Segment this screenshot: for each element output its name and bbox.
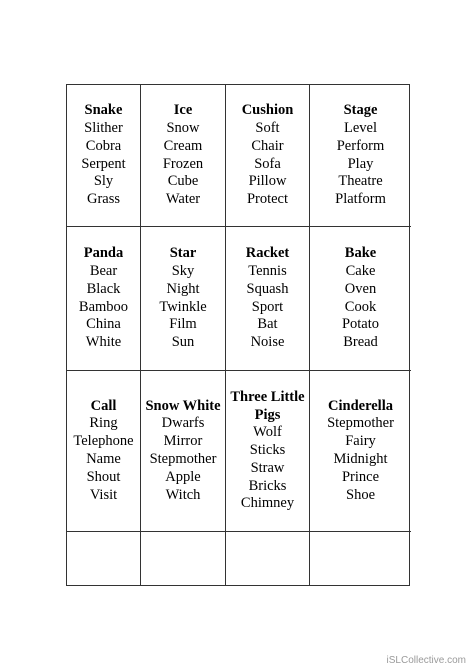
card-word: Bear [89, 262, 118, 279]
card-title: Cushion [241, 102, 294, 119]
card-word: Oven [344, 280, 377, 297]
card-title: Snow White [145, 397, 221, 414]
card-word: Twinkle [159, 298, 207, 315]
card-word: Straw [250, 459, 285, 476]
card-word: Sky [171, 262, 195, 279]
card-word: Mirror [163, 433, 203, 450]
card-word: Name [86, 451, 121, 467]
card-title: Star [169, 245, 197, 262]
card-word: Apple [165, 468, 201, 485]
card-word: Bricks [248, 477, 287, 494]
card-word: White [85, 334, 122, 351]
card-word: Serpent [81, 155, 126, 172]
card-word: Platform [335, 191, 386, 208]
taboo-card-grid [66, 84, 410, 586]
card-title: Panda [83, 245, 124, 262]
card-stage [310, 85, 411, 227]
card-word: Midnight [333, 451, 388, 467]
card-word: Sofa [254, 155, 281, 172]
card-word: Level [343, 119, 377, 136]
card-word: Slither [84, 119, 123, 136]
empty-card [67, 532, 141, 585]
card-word: Cream [163, 137, 203, 154]
card-word: Witch [165, 486, 201, 503]
card-title: Call [90, 397, 117, 414]
card-word: Night [166, 280, 200, 297]
card-title: Cinderella [328, 397, 393, 414]
empty-card [141, 532, 226, 585]
card-word: Theatre [338, 173, 383, 190]
card-word: Shout [86, 468, 121, 485]
card-word: Water [165, 191, 201, 208]
card-word: Frozen [162, 155, 204, 172]
card-word: Bat [257, 316, 278, 333]
card-word: Grass [86, 191, 121, 208]
card-word: Perform [336, 137, 385, 154]
card-star [141, 227, 226, 371]
card-racket [226, 227, 310, 371]
card-word: Cobra [85, 137, 122, 154]
card-word: Cube [167, 173, 199, 190]
card-word: Tennis [248, 262, 287, 279]
card-word: Dwarfs [161, 415, 205, 432]
card-word: Visit [89, 486, 118, 503]
card-word: Ring [89, 415, 118, 432]
card-word: Bread [343, 334, 378, 351]
card-word: Film [169, 316, 197, 333]
card-title: Three Little Pigs [230, 388, 305, 423]
card-word: Chair [251, 137, 284, 154]
card-call [67, 371, 141, 532]
card-word: Sun [171, 334, 195, 351]
card-word: Sticks [249, 442, 286, 459]
card-word: Sport [251, 298, 284, 315]
card-word: Protect [246, 191, 289, 208]
empty-card [226, 532, 310, 585]
card-word: Snow [166, 119, 200, 136]
empty-card [310, 532, 411, 585]
card-bake [310, 227, 411, 371]
card-word: Play [347, 155, 374, 172]
card-title: Snake [84, 102, 123, 119]
card-word: Bamboo [78, 298, 129, 315]
card-title: Stage [343, 102, 378, 119]
card-word: China [86, 316, 121, 333]
card-ice [141, 85, 226, 227]
card-three-little-pigs [226, 371, 310, 532]
card-word: Noise [250, 334, 285, 351]
card-word: Telephone [73, 433, 134, 450]
card-snow-white [141, 371, 226, 532]
card-word: Fairy [345, 433, 376, 450]
card-cinderella [310, 371, 411, 532]
site-watermark: iSLCollective.com [386, 655, 466, 666]
card-cushion [226, 85, 310, 227]
card-word: Wolf [253, 424, 282, 441]
card-title: Racket [245, 245, 290, 262]
card-word: Stepmother [327, 415, 394, 432]
card-word: Black [86, 280, 121, 297]
card-word: Potato [341, 316, 380, 333]
card-word: Squash [246, 280, 289, 297]
card-panda [67, 227, 141, 371]
card-title: Ice [173, 102, 193, 119]
card-word: Cake [345, 262, 376, 279]
card-word: Sly [93, 173, 114, 190]
card-word: Pillow [248, 173, 287, 190]
card-snake [67, 85, 141, 227]
card-word: Soft [255, 119, 280, 136]
card-title: Bake [344, 245, 377, 262]
card-word: Stepmother [149, 451, 217, 467]
card-word: Cook [344, 298, 377, 315]
card-word: Shoe [346, 486, 375, 503]
card-word: Prince [341, 468, 380, 485]
card-word: Chimney [240, 495, 295, 512]
